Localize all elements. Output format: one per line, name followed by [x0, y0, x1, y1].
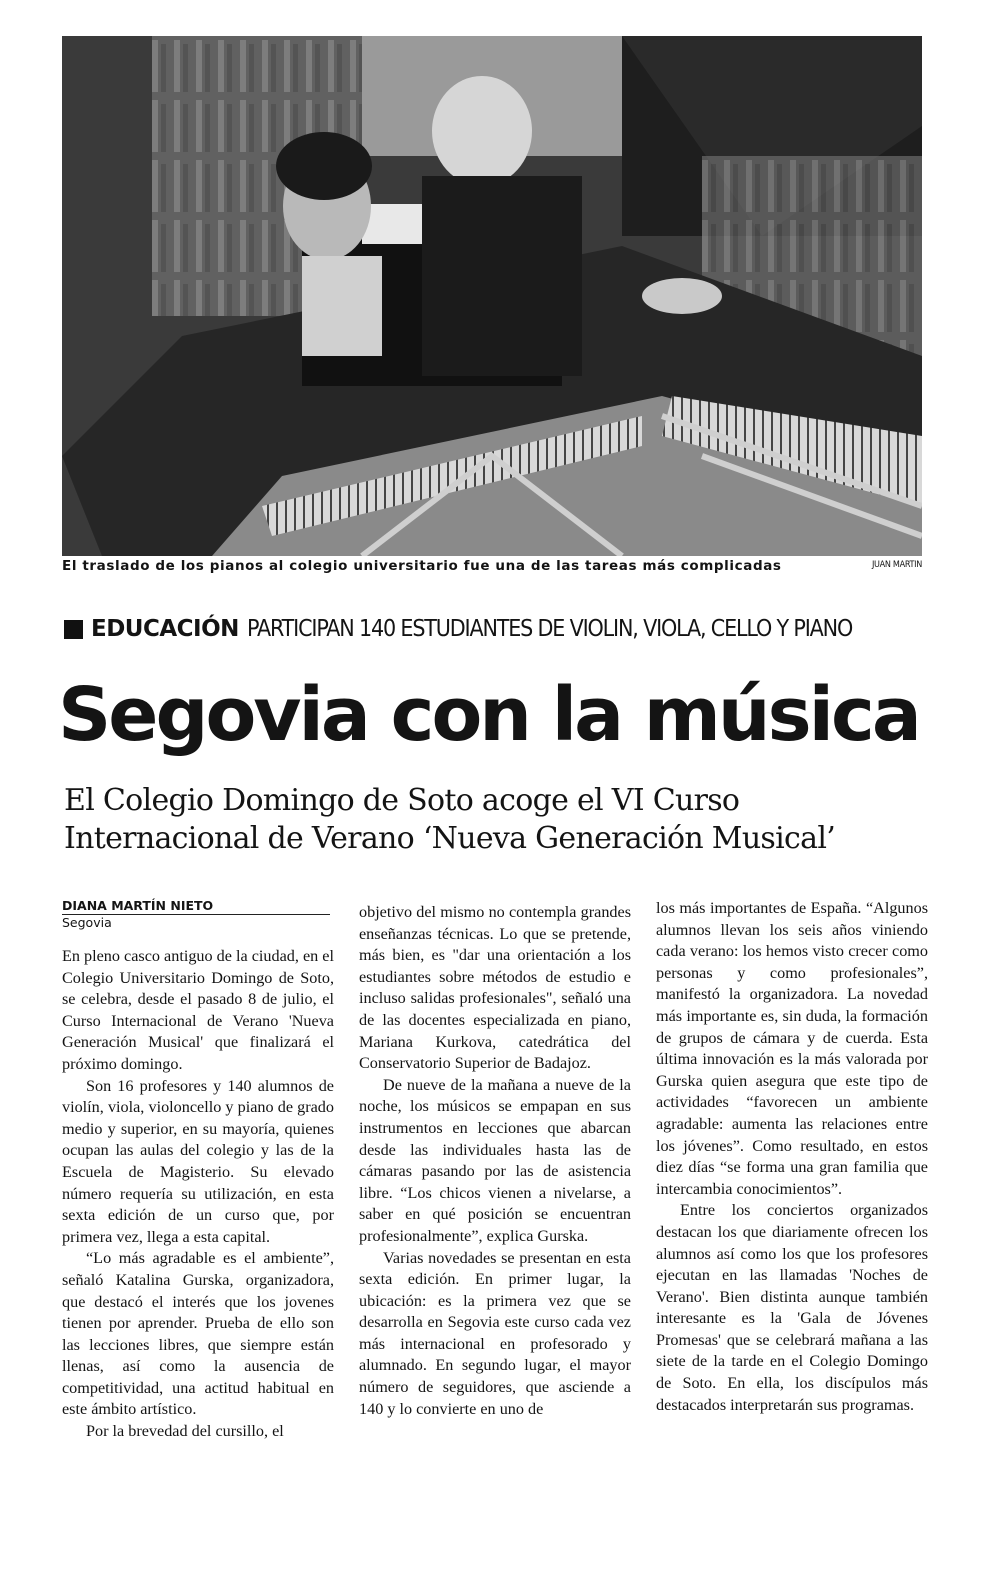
paragraph: De nueve de la mañana a nueve de la noche, los músicos se empapan en sus instrumentos en lecciones que abarcan desde las individuales hasta las de cámaras pasando por las de asistencia libre. “Los chicos vienen a nivelarse, a saber en qué posición se encuentran profesionalmente”, explica Gurska. [359, 1075, 631, 1245]
photo-caption: El traslado de los pianos al colegio universitario fue una de las tareas más complicadas [62, 558, 782, 574]
paragraph: Entre los conciertos organizados destacan los que diariamente ofrecen los alumnos así como los que los profesores ejecutan en las llamadas 'Noches de Verano'. Bien distinta aunque también interesante es la 'Gala de Jóvenes Promesas' que se celebrará mañana a las siete de la tarde en el Colegio Domingo de Soto. En ella, los discípulos más destacados interpretarán sus programas. [656, 1201, 928, 1414]
byline-author: DIANA MARTÍN NIETO [62, 898, 330, 915]
paragraph: En pleno casco antiguo de la ciudad, en el Colegio Universitario Domingo de Soto, se celebra, desde el pasado 8 de julio, el Curso Internacional de Verano 'Nueva Generación Musical' que finalizará el próximo domingo. [62, 947, 334, 1073]
kicker [64, 612, 924, 646]
paragraph: Son 16 profesores y 140 alumnos de violín, viola, violoncello y piano de grado medio y superior, en su mayoría, quienes ocupan las aulas del colegio y las de la Escuela de Magisterio. Su elevado número requería su utilización, en esta sexta edición de un curso que, por primera vez, llega a esta capital. [62, 1076, 334, 1246]
paragraph: Por la brevedad del cursillo, el [86, 1422, 284, 1441]
piano-photo-illustration [62, 36, 922, 556]
byline-place: Segovia [62, 915, 112, 930]
headline: Segovia con la música [58, 672, 919, 758]
section-square-icon [64, 620, 83, 639]
body-column-2 [359, 902, 631, 1420]
subhead-line-1: El Colegio Domingo de Soto acoge el VI Curso [64, 783, 740, 818]
kicker-summary: PARTICIPAN 140 ESTUDIANTES DE VIOLIN, VIOLA, CELLO Y PIANO [246, 616, 852, 642]
photo-credit: JUAN MARTIN [871, 560, 922, 570]
subhead-line-2: Internacional de Verano ‘Nueva Generación Musical’ [64, 821, 836, 856]
paragraph: los más importantes de España. “Algunos alumnos llevan los seis años viniendo cada verano: los hemos visto crecer como personas y como profesionales”, manifestó la organizadora. La novedad más importante es, sin duda, la formación de grupos de cámara y de cuerda. Esta última innovación es la más valorada por Gurska quien asegura que este tipo de actividades “favorecen un ambiente agradable: aumenta las relaciones entre los jóvenes”. Como resultado, en estos diez días “se forma una gran familia que intercambia conocimientos”. [656, 899, 928, 1198]
body-column-1 [62, 946, 334, 1443]
article-photo [62, 36, 922, 556]
paragraph: “Lo más agradable es el ambiente”, señaló Katalina Gurska, organizadora, que destacó el interés que los jovenes tienen por aprender. Prueba de ello son las lecciones libres, que siempre están llenas, así como la ausencia de competitividad, una actitud habitual en este ámbito artístico. [62, 1249, 334, 1419]
paragraph: objetivo del mismo no contempla grandes enseñanzas técnicas. Lo que se pretende, más bien, es "dar una orientación a los estudiantes sobre métodos de estudio e incluso salidas profesionales", señaló una de las docentes especializada en piano, Mariana Kurkova, catedrática del Conservatorio Superior de Badajoz. [359, 903, 631, 1073]
paragraph: Varias novedades se presentan en esta sexta edición. En primer lugar, la ubicación: es la primera vez que se desarrolla en Segovia este curso cada vez más internacional en profesorado y alumnado. En segundo lugar, el mayor número de seguidores, que asciende a 140 y lo convierte en uno de [359, 1248, 631, 1418]
body-column-3 [656, 898, 928, 1416]
subheadline [64, 782, 924, 858]
section-label: EDUCACIÓN [91, 616, 239, 642]
